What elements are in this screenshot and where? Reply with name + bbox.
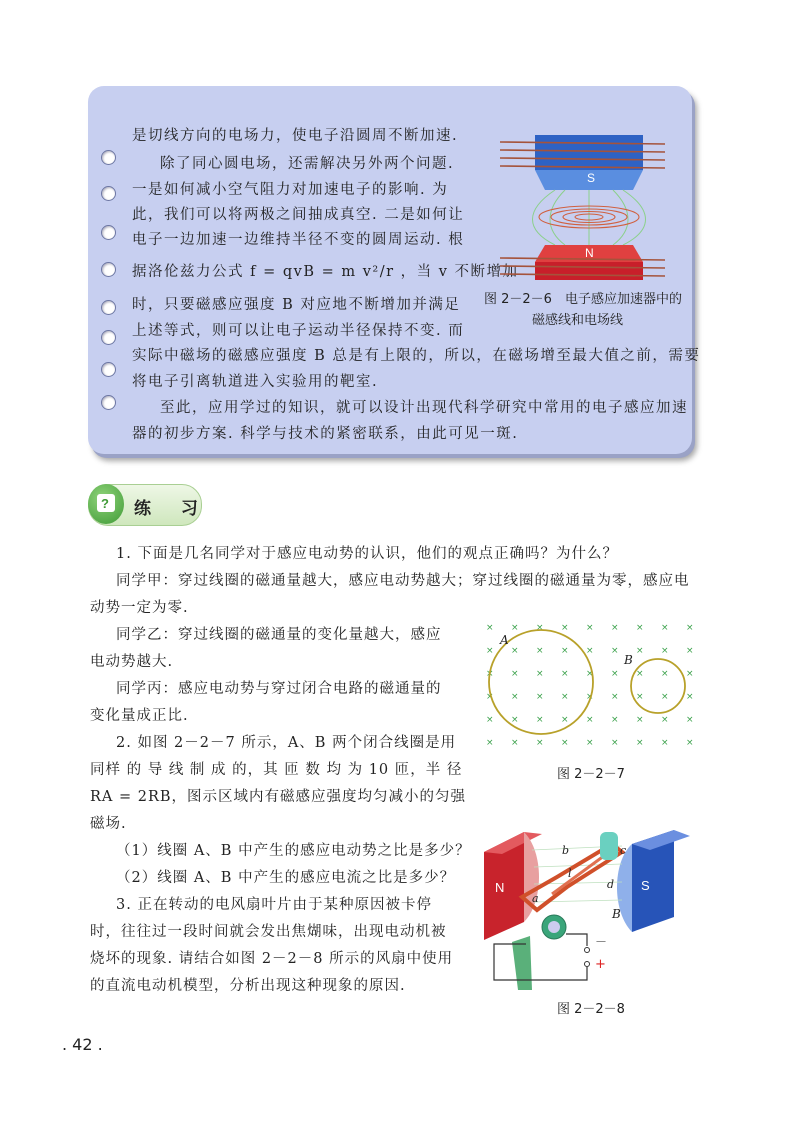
exercise-line: 1. 下面是几名同学对于感应电动势的认识，他们的观点正确吗？为什么？ [116,546,618,562]
box-text-line: 电子一边加速一边维持半径不变的圆周运动. 根 [132,232,465,248]
field-cross-mark: × [636,669,644,679]
box-text-line: 时，只要磁感应强度 B 对应地不断增加并满足 [132,297,461,313]
exercise-line: 同学丙：感应电动势与穿过闭合电路的磁通量的 [116,681,442,697]
exercise-line: 同样 的 导 线 制 成 的，其 匝 数 均 为 10 匝，半 径 [90,762,463,778]
box-text-line: 此，我们可以将两极之间抽成真空. 二是如何让 [132,207,465,223]
exercise-line: 同学甲：穿过线圈的磁通量越大，感应电动势越大；穿过线圈的磁通量为零，感应电 [116,573,690,589]
box-text-line: 除了同心圆电场，还需解决另外两个问题. [160,156,455,172]
exercise-line: 3. 正在转动的电风扇叶片由于某种原因被卡停 [116,897,432,913]
upper-magnet [535,135,643,170]
field-cross-mark: × [686,692,694,702]
betatron-figure [495,130,670,280]
question-icon [88,484,124,524]
binder-hole [101,395,116,410]
box-text-line: 实际中磁场的磁感应强度 B 总是有上限的，所以，在磁场增至最大值之前，需要 [132,348,701,364]
binder-hole [101,150,116,165]
field-cross-mark: × [561,692,569,702]
field-cross-mark: × [536,692,544,702]
field-cross-mark: × [686,623,694,633]
field-cross-mark: × [486,623,494,633]
exercise-line: 变化量成正比. [90,708,189,724]
field-cross-mark: × [586,692,594,702]
lower-magnet [535,262,643,280]
field-cross-mark: × [561,738,569,748]
box-text-line: 一是如何减小空气阻力对加速电子的影响. 为 [132,182,449,198]
field-cross-mark: × [486,646,494,656]
box-text-line: 是切线方向的电场力，使电子沿圆周不断加速. [132,128,459,144]
exercise-line: 的直流电动机模型，分析出现这种现象的原因. [90,978,406,994]
field-cross-mark: × [511,715,519,725]
figure-caption: 图 2－2－8 [557,1002,625,1017]
field-cross-mark: × [611,646,619,656]
field-cross-mark: × [686,715,694,725]
field-cross-mark: × [661,646,669,656]
field-cross-mark: × [536,715,544,725]
binder-hole [101,300,116,315]
box-text-line: 至此，应用学过的知识，就可以设计出现代科学研究中常用的电子感应加速 [160,400,688,416]
exercise-line: 烧坏的现象. 请结合如图 2－2－8 所示的风扇中使用 [90,951,454,967]
field-cross-mark: × [686,646,694,656]
binder-hole [101,225,116,240]
coil-label-l: l [568,867,572,880]
field-cross-mark: × [586,669,594,679]
field-cross-mark: × [611,715,619,725]
exercise-line: RA = 2RB，图示区域内有磁感应强度均匀减小的匀强 [90,789,467,805]
field-cross-mark: × [636,692,644,702]
field-cross-mark: × [486,669,494,679]
figure-caption: 磁感线和电场线 [532,313,624,328]
svg-text:?: ? [101,496,109,511]
terminal-plus: + [595,957,606,972]
motor-n-label: N [495,880,505,895]
coil-label-d: d [607,878,615,891]
exercise-title: 练 习 [134,499,210,519]
field-cross-mark: × [511,623,519,633]
field-cross-mark: × [611,623,619,633]
coil-label-c: c [620,844,627,857]
page-number: . 42 . [62,1035,103,1054]
field-cross-mark: × [511,646,519,656]
field-cross-mark: × [636,646,644,656]
field-cross-mark: × [586,646,594,656]
figure-caption: 图 2－2－7 [557,767,625,782]
binder-hole [101,186,116,201]
field-cross-mark: × [486,715,494,725]
field-cross-mark: × [661,623,669,633]
field-cross-mark: × [661,738,669,748]
field-cross-mark: × [511,669,519,679]
field-cross-mark: × [486,692,494,702]
coil-label-b: b [562,844,570,857]
field-cross-mark: × [586,623,594,633]
field-cross-mark: × [536,669,544,679]
binder-hole [101,262,116,277]
box-text-line: 将电子引离轨道进入实验用的靶室. [132,374,379,390]
field-cross-mark: × [636,738,644,748]
field-cross-mark: × [611,738,619,748]
field-cross-mark: × [586,715,594,725]
exercise-line: 电动势越大. [90,654,174,670]
field-cross-mark: × [661,669,669,679]
coil-b-label: B [624,653,633,667]
field-cross-mark: × [511,738,519,748]
figure-2-2-7 [478,618,708,753]
field-cross-mark: × [611,692,619,702]
box-text-line: 据洛伦兹力公式 f = qvB = m v²/r ，当 v 不断增加 [132,264,519,280]
exercise-line: 时，往往过一段时间就会发出焦煳味，出现电动机被 [90,924,447,940]
binder-hole [101,330,116,345]
motor-s-label: S [641,878,650,893]
binder-hole [101,362,116,377]
field-cross-mark: × [561,646,569,656]
field-cross-mark: × [686,738,694,748]
field-cross-mark: × [636,623,644,633]
box-text-line: 器的初步方案. 科学与技术的紧密联系，由此可见一斑. [132,426,519,442]
field-cross-mark: × [536,738,544,748]
field-cross-mark: × [636,715,644,725]
field-cross-mark: × [561,669,569,679]
field-label-b: B [612,907,621,921]
field-cross-mark: × [561,623,569,633]
field-cross-mark: × [686,669,694,679]
field-cross-mark: × [486,738,494,748]
exercise-line: 2. 如图 2－2－7 所示，A、B 两个闭合线圈是用 [116,735,457,751]
field-cross-mark: × [586,738,594,748]
exercise-line: （2）线圈 A、B 中产生的感应电流之比是多少？ [116,870,456,886]
box-text-line: 上述等式，则可以让电子运动半径保持不变. 而 [132,323,465,339]
terminal-minus: － [595,935,608,949]
pole-n-label: N [585,246,594,260]
field-cross-mark: × [611,669,619,679]
field-cross-mark: × [661,692,669,702]
coil-b [631,659,685,713]
exercise-line: 磁场. [90,816,127,832]
field-cross-mark: × [536,623,544,633]
coil-label-a: a [532,892,539,905]
field-cross-mark: × [536,646,544,656]
exercise-line: 动势一定为零. [90,600,189,616]
coil-a-label: A [500,633,509,647]
field-cross-mark: × [661,715,669,725]
field-cross-mark: × [511,692,519,702]
field-cross-mark: × [561,715,569,725]
figure-2-2-8 [482,822,692,992]
exercise-line: 同学乙：穿过线圈的磁通量的变化量越大，感应 [116,627,442,643]
figure-caption: 图 2－2－6 电子感应加速器中的 [484,292,682,307]
exercise-line: （1）线圈 A、B 中产生的感应电动势之比是多少？ [116,843,471,859]
pole-s-label: S [587,171,596,185]
